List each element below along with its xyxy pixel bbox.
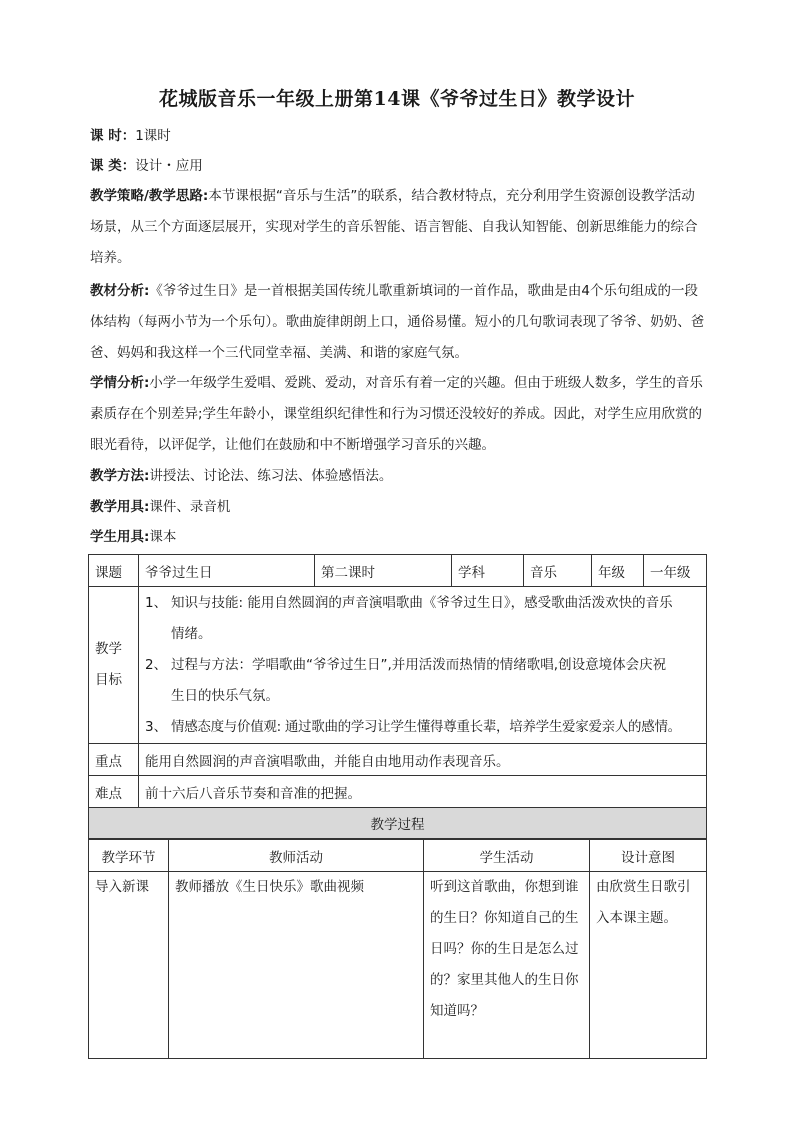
- goals-label-cell: [89, 587, 139, 744]
- subject-label: 学科: [452, 555, 524, 587]
- type-label: 课 类：: [90, 158, 136, 174]
- process-header-stage: 教学环节: [89, 840, 169, 872]
- goals-row: [89, 587, 707, 744]
- lesson-table: [88, 554, 707, 839]
- process-header-row: [89, 840, 707, 872]
- process-intent: 由欣赏生日歌引入本课主题。: [590, 872, 707, 1059]
- student-tools-label: 学生用具:: [90, 529, 150, 545]
- analysis-text: 《爷爷过生日》是一首根据美国传统儿歌重新填词的一首作品，歌曲是由4个乐句组成的一段体结构（每两小节为一个乐句）。歌曲旋律朗朗上口，通俗易懂。短小的几句歌词表现了爷爷、奶奶、爸爸、妈妈和我这样一个三代同堂幸福、美满、和谐的家庭气氛。: [90, 283, 705, 361]
- goals-label: 教学目标: [95, 641, 122, 688]
- goal-item: [145, 588, 700, 619]
- goal-text: 情感态度与价值观: 通过歌曲的学习让学生懂得尊重长辈，培养学生爱家爱亲人的感情。: [171, 718, 681, 735]
- topic-value: 爷爷过生日: [139, 555, 315, 587]
- goal-number: 2、: [145, 656, 168, 673]
- tools-label: 教学用具:: [90, 499, 150, 515]
- method-label: 教学方法:: [90, 468, 150, 484]
- process-title-row: [89, 808, 707, 839]
- key-text: 能用自然圆润的声音演唱歌曲，并能自由地用动作表现音乐。: [139, 744, 707, 776]
- grade-label: 年级: [592, 555, 644, 587]
- learner-text: 小学一年级学生爱唱、爱跳、爱动，对音乐有着一定的兴趣。但由于班级人数多，学生的音乐素质存在个别差异;学生年龄小，课堂组织纪律性和行为习惯还没较好的养成。因此，对学生应用欣赏的眼光看待，以评促学，让他们在鼓励和中不断增强学习音乐的兴趣。: [90, 375, 703, 453]
- process-title: 教学过程: [89, 808, 707, 839]
- goal-text: 知识与技能: 能用自然圆润的声音演唱歌曲《爷爷过生日》，感受歌曲活泼欢快的音乐: [171, 594, 673, 611]
- period-row: [90, 121, 706, 152]
- process-teacher-activity: 教师播放《生日快乐》歌曲视频: [169, 872, 424, 1059]
- goal-number: 1、: [145, 594, 168, 611]
- student-tools-row: [90, 522, 706, 553]
- strategy-text: 本节课根据“音乐与生活”的联系，结合教材特点，充分利用学生资源创设教学活动场景，从三个方面逐层展开，实现对学生的音乐智能、语言智能、自我认知智能、创新思维能力的综合培养。: [90, 188, 698, 266]
- process-student-activity: 听到这首歌曲，你想到谁的生日？你知道自己的生日吗？你的生日是怎么过的？家里其他人的生日你知道吗？: [424, 872, 590, 1059]
- table-header-row: [89, 555, 707, 587]
- goal-number: 3、: [145, 718, 168, 735]
- key-label: 重点: [89, 744, 139, 776]
- learner-paragraph: [90, 368, 706, 461]
- student-tools-text: 课本: [149, 529, 177, 545]
- strategy-label: 教学策略/教学思路:: [90, 188, 209, 204]
- goal-continuation: 生日的快乐气氛。: [171, 687, 279, 704]
- tools-text: 课件、录音机: [149, 499, 231, 515]
- difficulty-row: [89, 776, 707, 808]
- period-label: 课 时：: [90, 128, 136, 144]
- process-header-student: 学生活动: [424, 840, 590, 872]
- difficulty-text: 前十六后八音乐节奏和音准的把握。: [139, 776, 707, 808]
- lesson-value: 第二课时: [315, 555, 452, 587]
- difficulty-label: 难点: [89, 776, 139, 808]
- goal-item: [145, 650, 700, 681]
- goal-continuation: 情绪。: [171, 625, 212, 642]
- page-title: 花城版音乐一年级上册第14课《爷爷过生日》教学设计: [159, 88, 635, 110]
- type-row: [90, 151, 706, 182]
- learner-label: 学情分析:: [90, 375, 150, 391]
- strategy-paragraph: [90, 181, 706, 274]
- goal-text: 过程与方法：学唱歌曲“爷爷过生日”,并用活泼而热情的情绪歌唱,创设意境体会庆祝: [171, 656, 667, 673]
- key-row: [89, 744, 707, 776]
- subject-value: 音乐: [524, 555, 592, 587]
- process-header-teacher: 教师活动: [169, 840, 424, 872]
- analysis-paragraph: [90, 276, 706, 369]
- tools-row: [90, 492, 706, 523]
- process-stage: 导入新课: [89, 872, 169, 1059]
- goal-item: [145, 712, 700, 743]
- topic-label: 课题: [89, 555, 139, 587]
- process-header-intent: 设计意图: [590, 840, 707, 872]
- goals-cell: [139, 587, 707, 744]
- method-text: 讲授法、讨论法、练习法、体验感悟法。: [149, 468, 393, 484]
- type-value: 设计・应用: [135, 158, 203, 174]
- grade-value: 一年级: [644, 555, 707, 587]
- period-value: 1课时: [135, 128, 171, 144]
- analysis-label: 教材分析:: [90, 283, 150, 299]
- method-row: [90, 461, 706, 492]
- process-table: [88, 839, 707, 1059]
- process-row: [89, 872, 707, 1059]
